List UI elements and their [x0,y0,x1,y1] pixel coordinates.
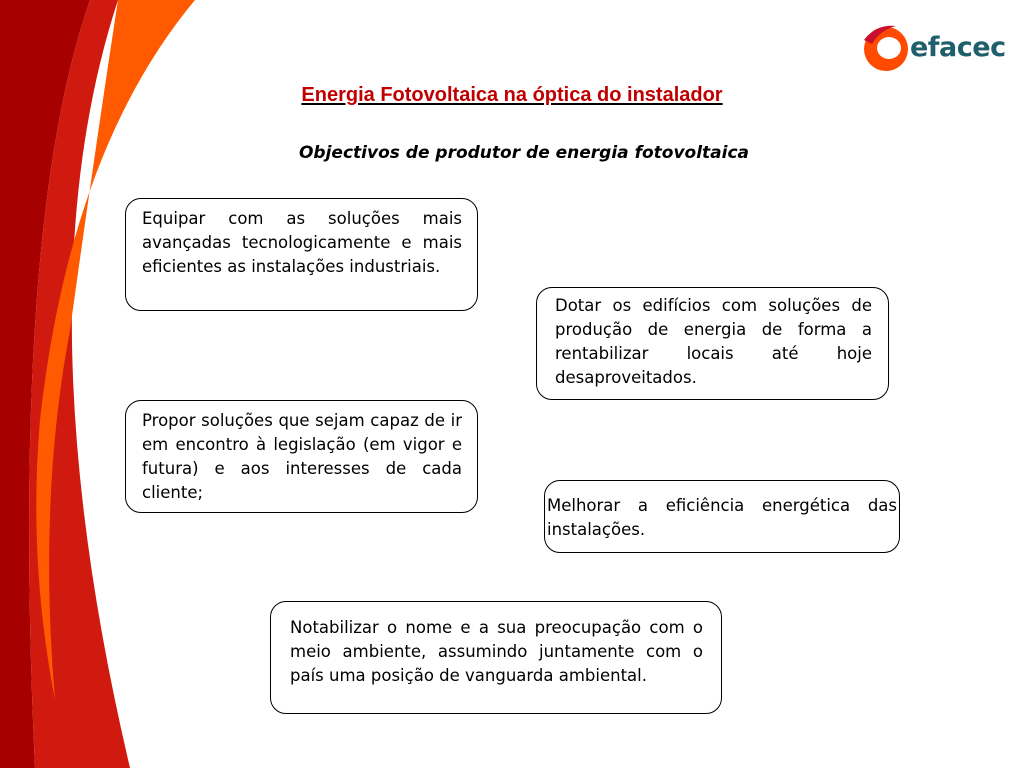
objective-box-dotar: Dotar os edifícios com soluções de produção de energia de forma a rentabilizar locais até hoje desaproveitados. [536,287,889,400]
objective-box-propor: Propor soluções que sejam capaz de ir em encontro à legislação (em vigor e futura) e aos interesses de cada cliente; [125,400,478,513]
objective-box-melhorar: Melhorar a eficiência energética das instalações. [544,480,900,553]
page-title: Energia Fotovoltaica na óptica do instalador [301,84,723,106]
objective-box-notabilizar: Notabilizar o nome e a sua preocupação com o meio ambiente, assumindo juntamente com o país uma posição de vanguarda ambiental. [270,601,722,714]
page-subtitle: Objectivos de produtor de energia fotovoltaica [298,143,750,163]
efacec-logo [862,22,1004,78]
efacec-logo-text: efacec [910,32,1006,63]
objective-box-equipar: Equipar com as soluções mais avançadas tecnologicamente e mais eficientes as instalações industriais. [125,198,478,311]
efacec-logo-mark-icon [862,22,910,78]
